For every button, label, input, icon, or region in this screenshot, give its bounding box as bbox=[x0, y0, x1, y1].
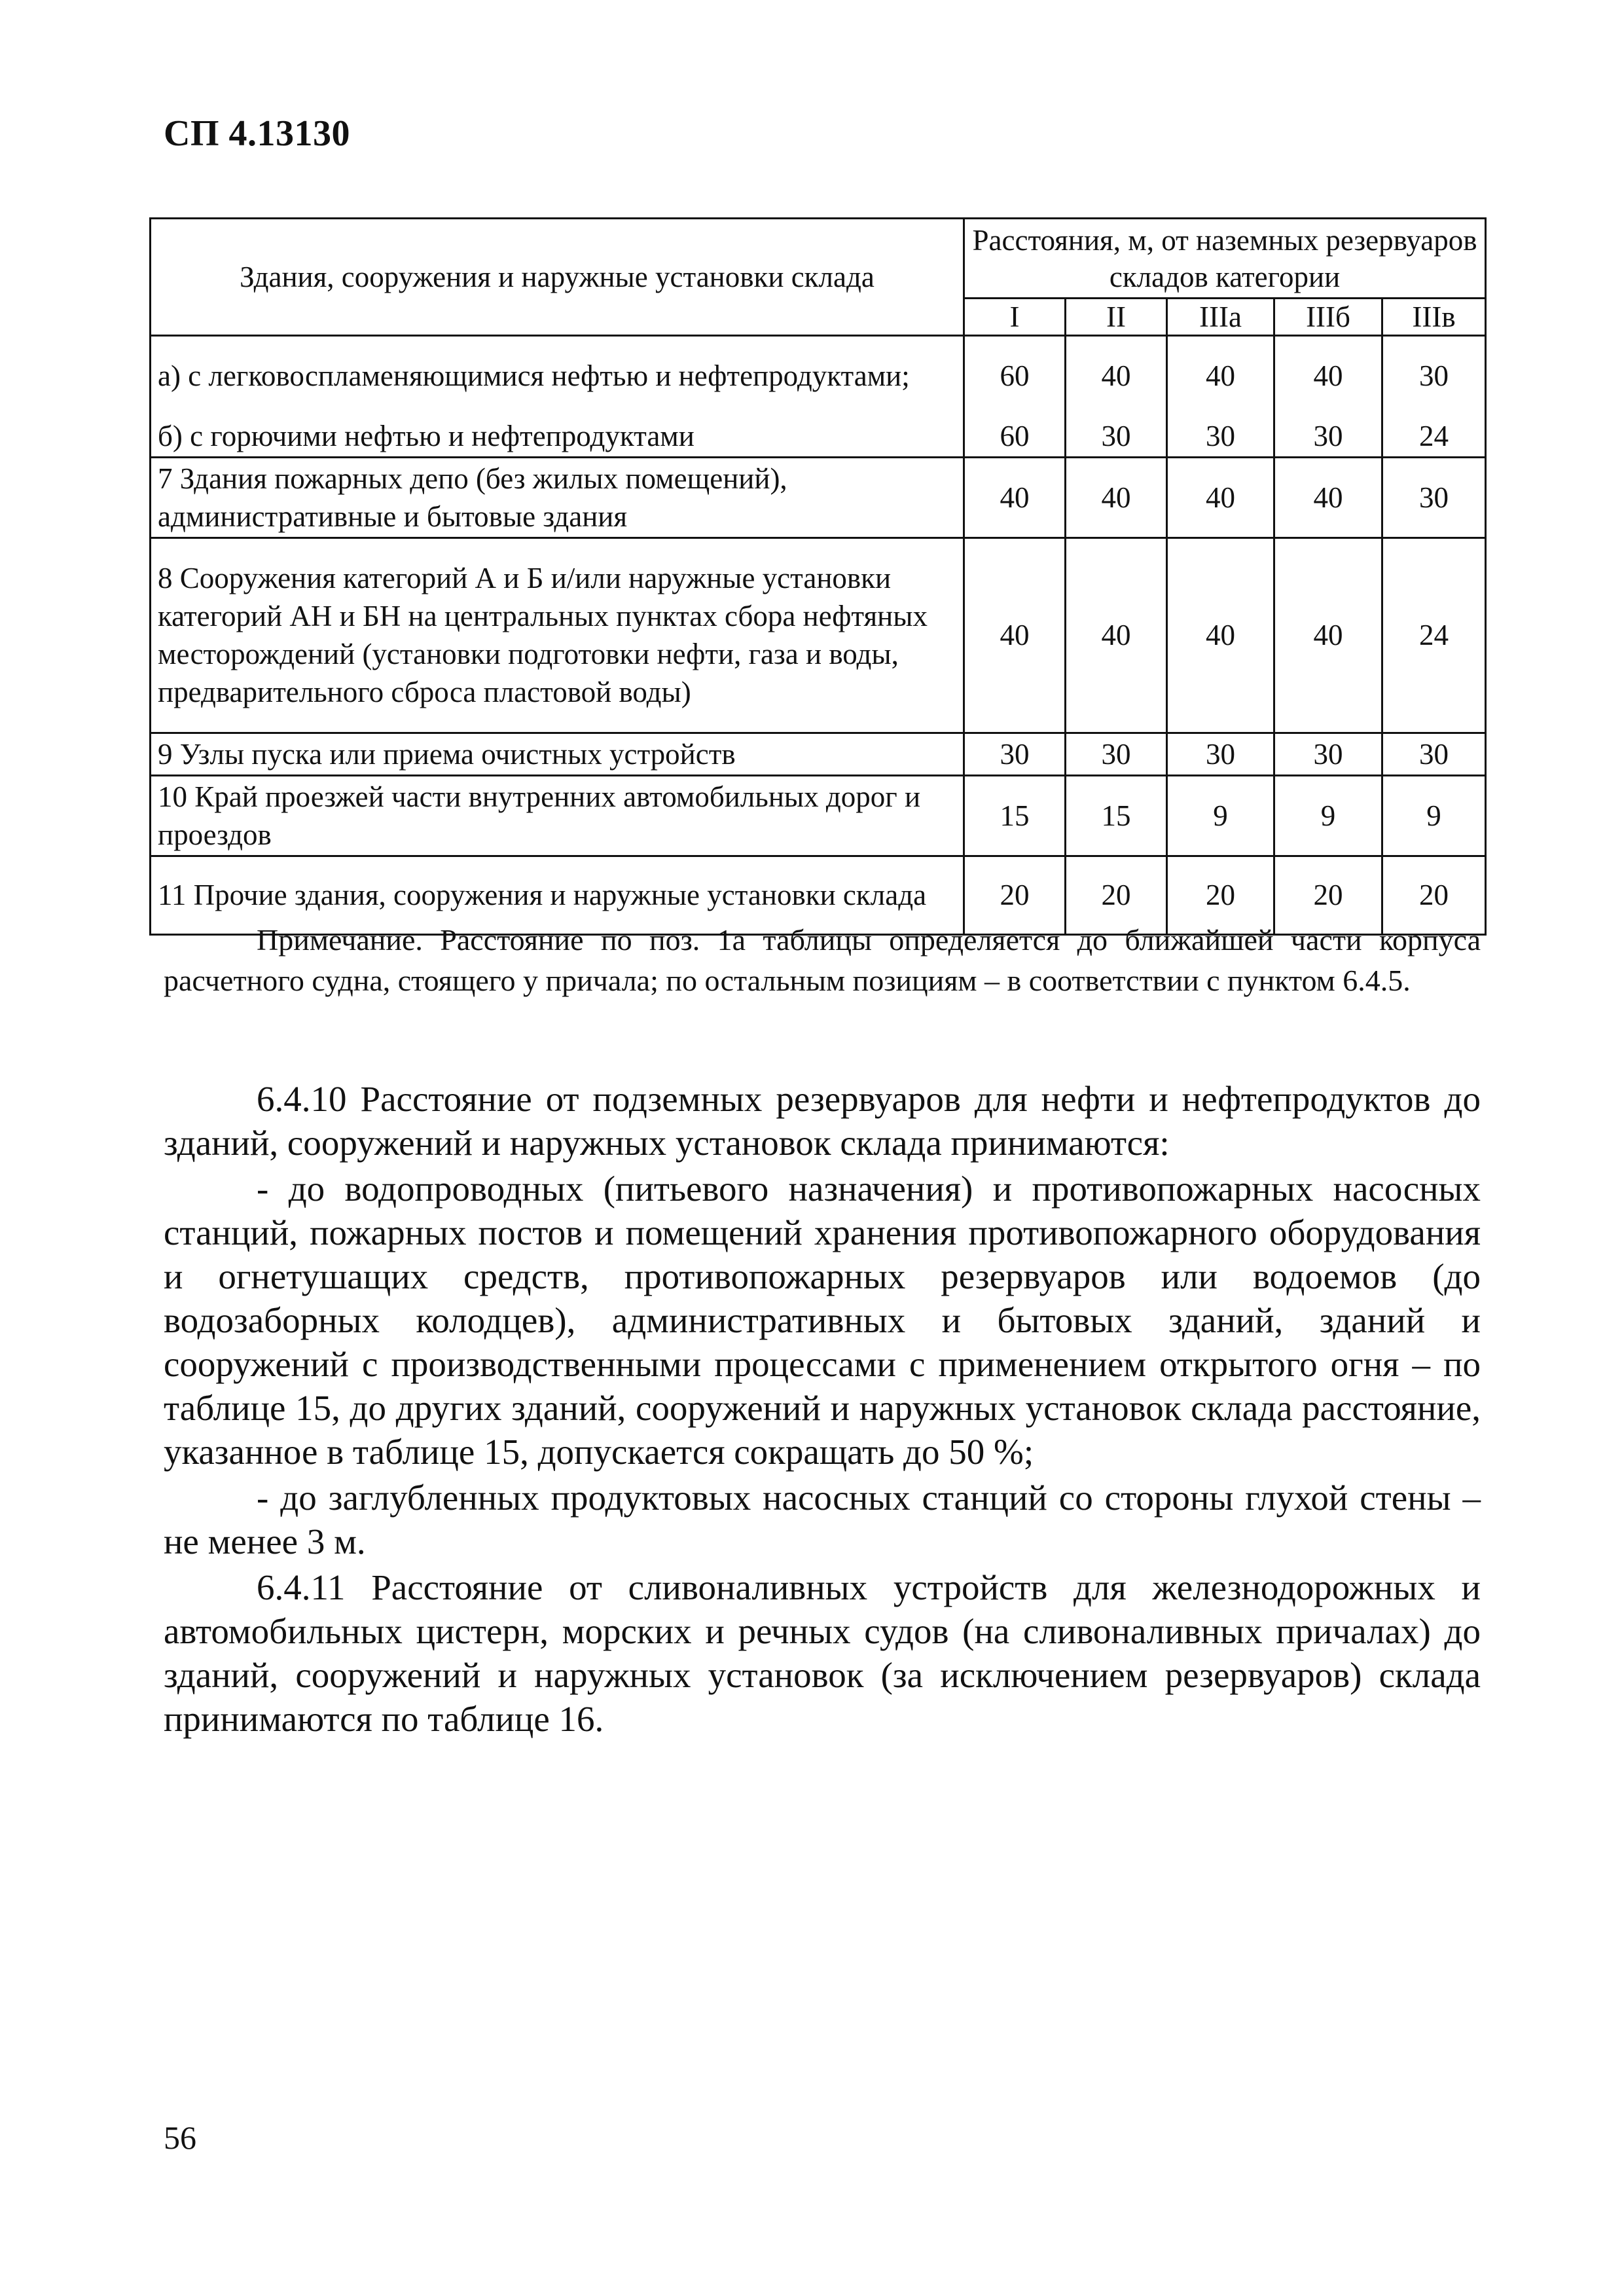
row-name: 9 Узлы пуска или приема очистных устройств bbox=[151, 733, 964, 775]
paragraph-6-4-11: 6.4.11 Расстояние от сливоналивных устройств для железнодорожных и автомобильных цистерн, морских и речных судов (на сливоналивных причалах) до зданий, сооружений и наружных установок (за исключением резервуаров) склада принимаются по таблице 16. bbox=[164, 1567, 1481, 1739]
row-value: 20 bbox=[1382, 856, 1486, 934]
table-row bbox=[151, 336, 1486, 416]
table-row bbox=[151, 457, 1486, 538]
page-number: 56 bbox=[164, 2119, 196, 2156]
row-value: 15 bbox=[1066, 775, 1167, 856]
row-value: 60 bbox=[964, 416, 1066, 458]
row-value: 40 bbox=[1066, 336, 1167, 416]
row-value: 40 bbox=[1274, 538, 1382, 733]
row-value: 20 bbox=[964, 856, 1066, 934]
row-value: 40 bbox=[1274, 336, 1382, 416]
category-header: II bbox=[1066, 299, 1167, 336]
row-value: 30 bbox=[1382, 336, 1486, 416]
row-name: 10 Край проезжей части внутренних автомобильных дорог и проездов bbox=[151, 775, 964, 856]
document-code: СП 4.13130 bbox=[164, 113, 350, 154]
row-value: 40 bbox=[1066, 457, 1167, 538]
row-value: 9 bbox=[1382, 775, 1486, 856]
body-text bbox=[164, 1077, 1481, 1743]
row-value: 20 bbox=[1167, 856, 1274, 934]
row-value: 24 bbox=[1382, 416, 1486, 458]
row-value: 30 bbox=[1167, 416, 1274, 458]
table-row bbox=[151, 416, 1486, 458]
category-header: IIIа bbox=[1167, 299, 1274, 336]
row-value: 30 bbox=[1382, 733, 1486, 775]
row-value: 40 bbox=[964, 457, 1066, 538]
row-value: 60 bbox=[964, 336, 1066, 416]
row-value: 30 bbox=[1274, 733, 1382, 775]
row-value: 40 bbox=[964, 538, 1066, 733]
row-name: а) с легковоспламеняющимися нефтью и нефтепродуктами; bbox=[151, 336, 964, 416]
row-name: б) с горючими нефтью и нефтепродуктами bbox=[151, 416, 964, 458]
column-header-distances: Расстояния, м, от наземных резервуаров складов категории bbox=[964, 219, 1486, 299]
category-header: I bbox=[964, 299, 1066, 336]
row-name: 11 Прочие здания, сооружения и наружные установки склада bbox=[151, 856, 964, 934]
row-value: 40 bbox=[1274, 457, 1382, 538]
row-value: 15 bbox=[964, 775, 1066, 856]
row-value: 40 bbox=[1066, 538, 1167, 733]
row-value: 30 bbox=[1066, 416, 1167, 458]
row-value: 40 bbox=[1167, 336, 1274, 416]
row-value: 40 bbox=[1167, 538, 1274, 733]
category-header: IIIв bbox=[1382, 299, 1486, 336]
row-value: 9 bbox=[1274, 775, 1382, 856]
row-value: 40 bbox=[1167, 457, 1274, 538]
row-name: 8 Сооружения категорий А и Б и/или наружные установки категорий АН и БН на центральных пунктах сбора нефтяных месторождений (установки подготовки нефти, газа и воды, предварительного сброса пластовой воды) bbox=[151, 538, 964, 733]
row-name: 7 Здания пожарных депо (без жилых помещений), административные и бытовые здания bbox=[151, 457, 964, 538]
table-row bbox=[151, 733, 1486, 775]
row-value: 20 bbox=[1066, 856, 1167, 934]
distance-table bbox=[149, 217, 1487, 936]
category-header: IIIб bbox=[1274, 299, 1382, 336]
row-value: 30 bbox=[964, 733, 1066, 775]
row-value: 30 bbox=[1066, 733, 1167, 775]
list-item: - до заглубленных продуктовых насосных станций со стороны глухой стены – не менее 3 м. bbox=[164, 1478, 1481, 1561]
column-header-objects: Здания, сооружения и наружные установки склада bbox=[151, 219, 964, 336]
row-value: 30 bbox=[1274, 416, 1382, 458]
table-row bbox=[151, 775, 1486, 856]
row-value: 20 bbox=[1274, 856, 1382, 934]
table-note: Примечание. Расстояние по поз. 1а таблицы определяется до ближайшей части корпуса расчетного судна, стоящего у причала; по остальным позициям – в соответствии с пунктом 6.4.5. bbox=[164, 923, 1481, 997]
list-item: - до водопроводных (питьевого назначения) и противопожарных насосных станций, пожарных постов и помещений хранения противопожарного оборудования и огнетушащих средств, противопожарных резервуаров или водоемов (до водозаборных колодцев), административных и бытовых зданий, зданий и сооружений с производственными процессами с применением открытого огня – по таблице 15, до других зданий, сооружений и наружных установок склада расстояние, указанное в таблице 15, допускается сокращать до 50 %; bbox=[164, 1169, 1481, 1472]
row-value: 30 bbox=[1167, 733, 1274, 775]
distance-table-container bbox=[149, 217, 1485, 936]
table-row bbox=[151, 538, 1486, 733]
row-value: 24 bbox=[1382, 538, 1486, 733]
row-value: 30 bbox=[1382, 457, 1486, 538]
paragraph-6-4-10: 6.4.10 Расстояние от подземных резервуаров для нефти и нефтепродуктов до зданий, сооружений и наружных установок склада принимаются: bbox=[164, 1079, 1481, 1163]
row-value: 9 bbox=[1167, 775, 1274, 856]
